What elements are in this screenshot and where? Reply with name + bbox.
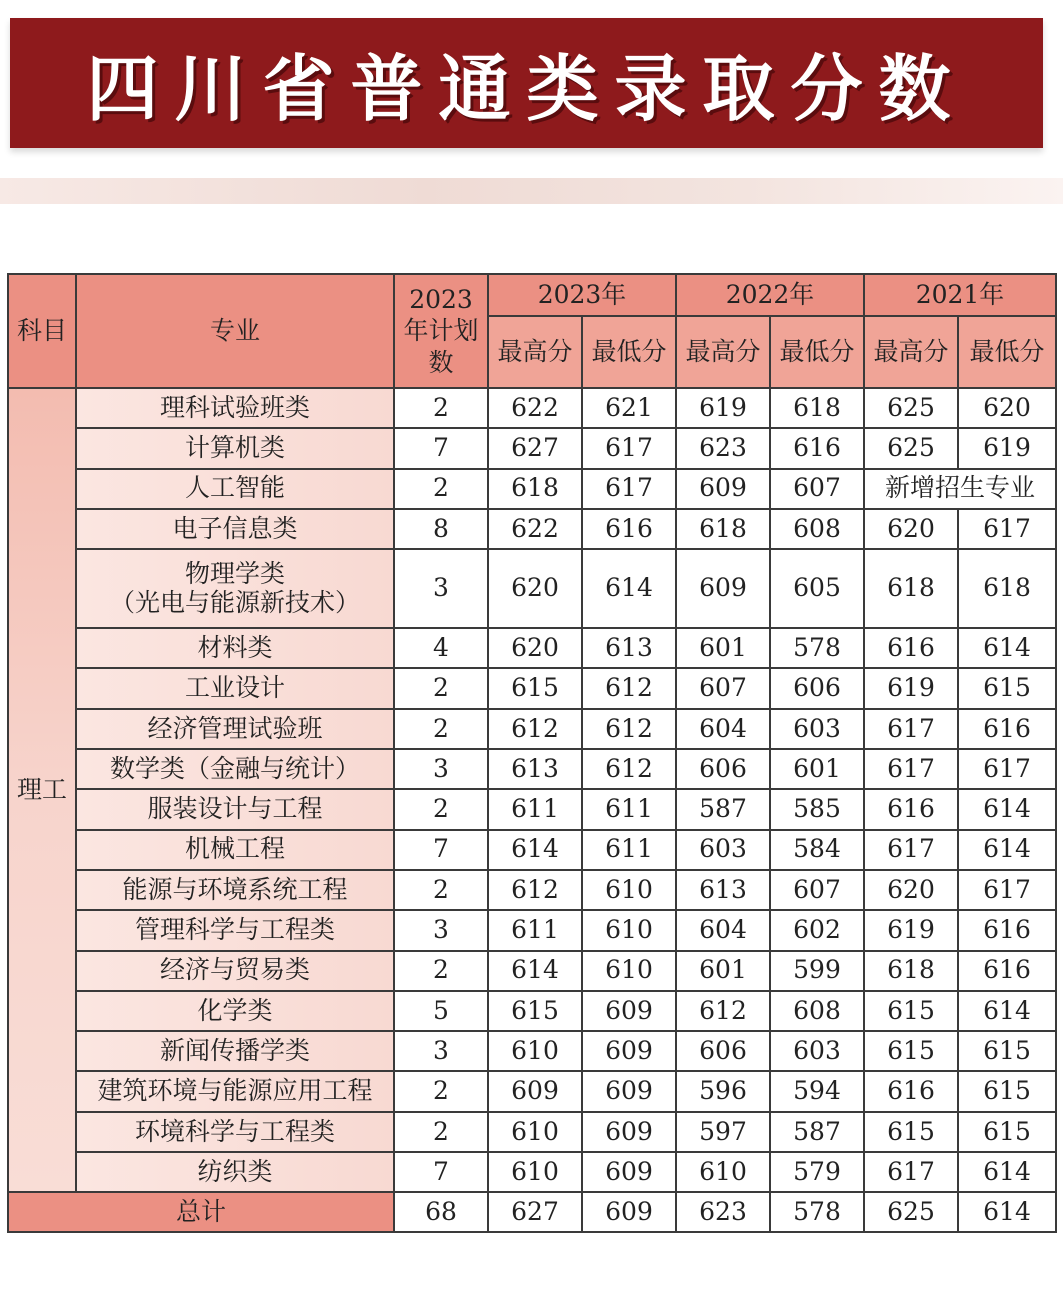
header-subject: 科目: [8, 274, 76, 388]
score-min-y2022: 607: [770, 469, 864, 509]
major-name: 工业设计: [184, 673, 285, 703]
score-max-y2021: 619: [864, 910, 958, 950]
major-name: 经济与贸易类: [159, 955, 310, 985]
score-max-y2022: 596: [676, 1071, 770, 1111]
plan-count-cell: 2: [394, 789, 488, 829]
score-max-y2021: 617: [864, 709, 958, 749]
major-cell: [76, 428, 394, 468]
score-max-y2021: 617: [864, 1152, 958, 1192]
header-plan: [394, 274, 488, 388]
score-max-y2021: 617: [864, 830, 958, 870]
score-min-y2023: 609: [582, 1112, 676, 1152]
score-min-y2023: 612: [582, 709, 676, 749]
score-min-y2022: 618: [770, 388, 864, 428]
total-row: [8, 1192, 1056, 1232]
score-max-y2021: 625: [864, 428, 958, 468]
table-row: [8, 830, 1056, 870]
header-2023-max: 最高分: [488, 316, 582, 388]
score-min-y2021: 619: [958, 428, 1056, 468]
table-row: [8, 1071, 1056, 1111]
score-min-y2021: 617: [958, 870, 1056, 910]
plan-count-cell: 3: [394, 549, 488, 628]
page-title: 四川省普通类录取分数: [86, 47, 967, 131]
score-min-y2022: 606: [770, 668, 864, 708]
score-min-y2021: 615: [958, 668, 1056, 708]
score-min-y2021: 618: [958, 549, 1056, 628]
score-min-y2022: 616: [770, 428, 864, 468]
score-min-y2021: 614: [958, 830, 1056, 870]
score-min-y2023: 616: [582, 509, 676, 549]
score-min-y2021: 614: [958, 991, 1056, 1031]
score-max-y2021: 615: [864, 1031, 958, 1071]
score-min-y2022: 585: [770, 789, 864, 829]
table-body: [8, 388, 1056, 1232]
plan-count-cell: 2: [394, 1071, 488, 1111]
score-min-y2021: 614: [958, 628, 1056, 668]
score-min-y2021: 615: [958, 1112, 1056, 1152]
score-max-y2022: 601: [676, 628, 770, 668]
score-max-y2023: 609: [488, 1071, 582, 1111]
plan-count-cell: 2: [394, 388, 488, 428]
score-min-y2022: 603: [770, 709, 864, 749]
admission-score-table: [7, 273, 1057, 1233]
table-row: [8, 509, 1056, 549]
total-min-y2021: 614: [958, 1192, 1056, 1232]
subject-cell: 理工: [8, 388, 76, 1192]
major-cell: [76, 789, 394, 829]
score-min-y2022: 584: [770, 830, 864, 870]
score-max-y2022: 609: [676, 549, 770, 628]
table-row: [8, 1112, 1056, 1152]
score-max-y2022: 597: [676, 1112, 770, 1152]
table-row: [8, 1031, 1056, 1071]
header-2021-min: 最低分: [958, 316, 1056, 388]
header-2022-max: 最高分: [676, 316, 770, 388]
score-min-y2021: 616: [958, 910, 1056, 950]
score-min-y2022: 599: [770, 951, 864, 991]
score-min-y2021: 620: [958, 388, 1056, 428]
table-row: [8, 749, 1056, 789]
score-max-y2022: 618: [676, 509, 770, 549]
plan-count-cell: 3: [394, 1031, 488, 1071]
score-max-y2021: 625: [864, 388, 958, 428]
score-max-y2023: 627: [488, 428, 582, 468]
score-max-y2022: 603: [676, 830, 770, 870]
header-year-2023: 2023年: [488, 274, 676, 316]
total-label-cell: 总计: [8, 1192, 394, 1232]
score-min-y2022: 579: [770, 1152, 864, 1192]
score-max-y2023: 622: [488, 388, 582, 428]
total-max-y2021: 625: [864, 1192, 958, 1232]
major-name: 计算机类: [184, 433, 285, 463]
major-name: 物理学类: [184, 558, 285, 588]
plan-count-cell: 2: [394, 951, 488, 991]
total-min-y2022: 578: [770, 1192, 864, 1232]
score-max-y2021: 620: [864, 509, 958, 549]
plan-count-cell: 3: [394, 749, 488, 789]
table-row: [8, 870, 1056, 910]
score-min-y2023: 611: [582, 789, 676, 829]
score-max-y2023: 611: [488, 910, 582, 950]
score-max-y2022: 604: [676, 709, 770, 749]
score-max-y2022: 607: [676, 668, 770, 708]
score-max-y2022: 612: [676, 991, 770, 1031]
score-min-y2021: 617: [958, 509, 1056, 549]
plan-count-cell: 2: [394, 469, 488, 509]
plan-count-cell: 2: [394, 1112, 488, 1152]
major-name: 能源与环境系统工程: [122, 874, 348, 904]
major-name: 人工智能: [184, 473, 285, 503]
score-min-y2022: 601: [770, 749, 864, 789]
score-min-y2023: 610: [582, 870, 676, 910]
major-cell: [76, 870, 394, 910]
major-name-detail: （光电与能源新技术）: [109, 587, 360, 617]
major-name: 管理科学与工程类: [134, 915, 335, 945]
major-cell: [76, 951, 394, 991]
score-max-y2023: 613: [488, 749, 582, 789]
score-max-y2023: 610: [488, 1031, 582, 1071]
plan-count-cell: 8: [394, 509, 488, 549]
score-min-y2023: 610: [582, 910, 676, 950]
score-min-y2021: 614: [958, 789, 1056, 829]
header-2022-min: 最低分: [770, 316, 864, 388]
title-banner: [10, 18, 1043, 148]
total-max-y2023: 627: [488, 1192, 582, 1232]
score-min-y2023: 611: [582, 830, 676, 870]
score-max-y2021: 615: [864, 1112, 958, 1152]
header-year-2021: 2021年: [864, 274, 1056, 316]
table-row: [8, 1152, 1056, 1192]
total-plan-cell: 68: [394, 1192, 488, 1232]
table-row: [8, 668, 1056, 708]
score-max-y2023: 618: [488, 469, 582, 509]
score-min-y2023: 617: [582, 428, 676, 468]
score-max-y2022: 613: [676, 870, 770, 910]
plan-count-cell: 7: [394, 428, 488, 468]
major-cell: [76, 830, 394, 870]
header-2021-max: 最高分: [864, 316, 958, 388]
major-cell: [76, 549, 394, 628]
score-max-y2021: 620: [864, 870, 958, 910]
header-plan-label: 2023年计划数: [403, 285, 479, 377]
major-cell: [76, 509, 394, 549]
plan-count-cell: 5: [394, 991, 488, 1031]
table-row: [8, 628, 1056, 668]
total-max-y2022: 623: [676, 1192, 770, 1232]
score-min-y2023: 617: [582, 469, 676, 509]
score-max-y2021: 619: [864, 668, 958, 708]
score-min-y2023: 609: [582, 991, 676, 1031]
score-max-y2022: 619: [676, 388, 770, 428]
major-name: 电子信息类: [172, 513, 298, 543]
header-2023-min: 最低分: [582, 316, 676, 388]
score-min-y2023: 612: [582, 749, 676, 789]
score-max-y2022: 623: [676, 428, 770, 468]
plan-count-cell: 3: [394, 910, 488, 950]
score-max-y2022: 610: [676, 1152, 770, 1192]
score-min-y2021: 615: [958, 1071, 1056, 1111]
score-min-y2023: 609: [582, 1071, 676, 1111]
score-max-y2021: 616: [864, 1071, 958, 1111]
major-name: 服装设计与工程: [147, 794, 323, 824]
score-max-y2023: 610: [488, 1152, 582, 1192]
score-min-y2021: 617: [958, 749, 1056, 789]
header-year-2022: 2022年: [676, 274, 864, 316]
score-min-y2023: 621: [582, 388, 676, 428]
major-cell: [76, 1071, 394, 1111]
table-row: [8, 789, 1056, 829]
score-max-y2023: 615: [488, 668, 582, 708]
score-min-y2022: 608: [770, 991, 864, 1031]
score-min-y2022: 605: [770, 549, 864, 628]
score-min-y2023: 609: [582, 1152, 676, 1192]
score-min-y2022: 608: [770, 509, 864, 549]
major-cell: [76, 1031, 394, 1071]
score-max-y2023: 612: [488, 709, 582, 749]
score-min-y2022: 607: [770, 870, 864, 910]
score-max-y2021: 617: [864, 749, 958, 789]
major-name: 经济管理试验班: [147, 713, 323, 743]
score-max-y2023: 614: [488, 951, 582, 991]
score-min-y2022: 587: [770, 1112, 864, 1152]
decorative-divider: [0, 178, 1063, 204]
table-row: [8, 709, 1056, 749]
plan-count-cell: 2: [394, 668, 488, 708]
score-min-y2021: 616: [958, 709, 1056, 749]
major-cell: [76, 1112, 394, 1152]
score-min-y2021: 616: [958, 951, 1056, 991]
new-major-note: 新增招生专业: [864, 469, 1056, 509]
plan-count-cell: 2: [394, 870, 488, 910]
header-row-years: [8, 274, 1056, 316]
major-name: 化学类: [197, 995, 273, 1025]
score-max-y2023: 620: [488, 628, 582, 668]
major-name: 材料类: [197, 632, 273, 662]
major-cell: [76, 749, 394, 789]
header-major: 专业: [76, 274, 394, 388]
score-max-y2022: 606: [676, 749, 770, 789]
major-cell: [76, 910, 394, 950]
score-max-y2021: 616: [864, 789, 958, 829]
score-min-y2023: 614: [582, 549, 676, 628]
score-min-y2022: 603: [770, 1031, 864, 1071]
table-row: [8, 428, 1056, 468]
plan-count-cell: 4: [394, 628, 488, 668]
score-max-y2023: 612: [488, 870, 582, 910]
table-row: [8, 951, 1056, 991]
major-cell: [76, 628, 394, 668]
major-cell: [76, 469, 394, 509]
score-max-y2023: 610: [488, 1112, 582, 1152]
score-max-y2022: 601: [676, 951, 770, 991]
score-min-y2022: 594: [770, 1071, 864, 1111]
plan-count-cell: 7: [394, 830, 488, 870]
score-min-y2022: 602: [770, 910, 864, 950]
major-name: 纺织类: [197, 1156, 273, 1186]
score-max-y2023: 620: [488, 549, 582, 628]
score-max-y2021: 618: [864, 549, 958, 628]
score-max-y2022: 609: [676, 469, 770, 509]
score-min-y2022: 578: [770, 628, 864, 668]
score-min-y2023: 613: [582, 628, 676, 668]
table-row: [8, 549, 1056, 628]
major-name: 理科试验班类: [159, 392, 310, 422]
table-row: [8, 469, 1056, 509]
major-name: 环境科学与工程类: [134, 1116, 335, 1146]
major-name: 机械工程: [184, 834, 285, 864]
score-max-y2022: 606: [676, 1031, 770, 1071]
score-min-y2021: 615: [958, 1031, 1056, 1071]
major-cell: [76, 388, 394, 428]
major-name: 建筑环境与能源应用工程: [97, 1076, 373, 1106]
score-max-y2023: 611: [488, 789, 582, 829]
score-max-y2021: 616: [864, 628, 958, 668]
major-cell: [76, 668, 394, 708]
major-cell: [76, 1152, 394, 1192]
major-name: 新闻传播学类: [159, 1035, 310, 1065]
major-cell: [76, 991, 394, 1031]
score-max-y2023: 615: [488, 991, 582, 1031]
table-row: [8, 388, 1056, 428]
table-row: [8, 910, 1056, 950]
total-min-y2023: 609: [582, 1192, 676, 1232]
score-max-y2023: 622: [488, 509, 582, 549]
score-min-y2023: 610: [582, 951, 676, 991]
score-min-y2023: 612: [582, 668, 676, 708]
score-max-y2021: 618: [864, 951, 958, 991]
score-max-y2023: 614: [488, 830, 582, 870]
score-max-y2022: 604: [676, 910, 770, 950]
table-row: [8, 991, 1056, 1031]
score-max-y2021: 615: [864, 991, 958, 1031]
major-name: 数学类（金融与统计）: [109, 753, 360, 783]
major-cell: [76, 709, 394, 749]
score-min-y2023: 609: [582, 1031, 676, 1071]
score-min-y2021: 614: [958, 1152, 1056, 1192]
plan-count-cell: 2: [394, 709, 488, 749]
plan-count-cell: 7: [394, 1152, 488, 1192]
score-max-y2022: 587: [676, 789, 770, 829]
